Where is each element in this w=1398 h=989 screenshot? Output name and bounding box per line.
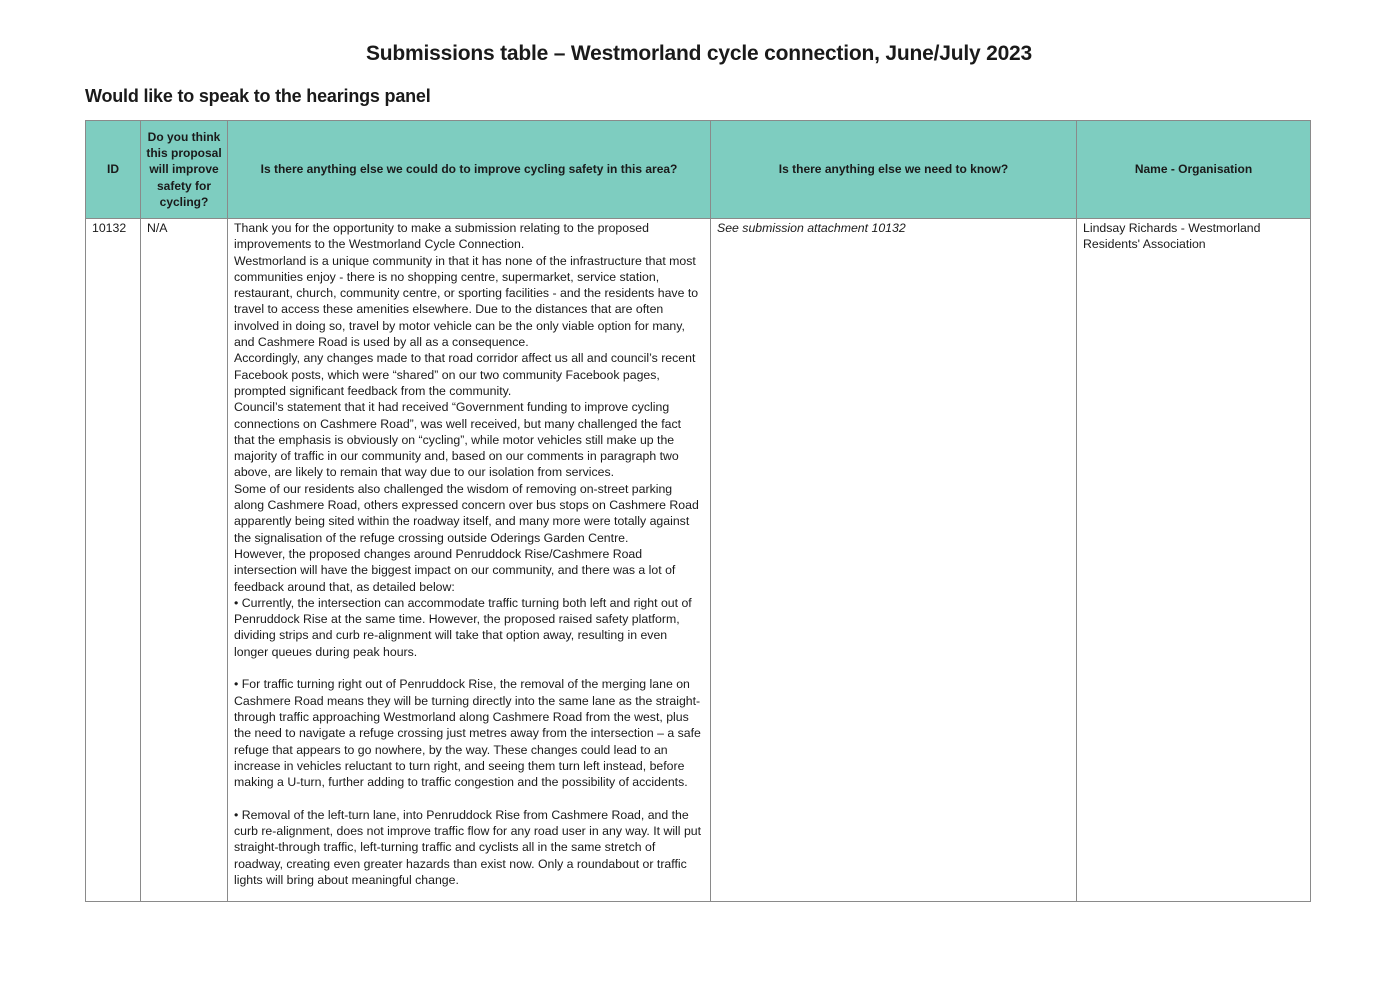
cell-improve-other	[228, 219, 711, 902]
cell-need-to-know: See submission attachment 10132	[711, 219, 1077, 902]
header-name-organisation: Name - Organisation	[1077, 121, 1311, 219]
cell-improve-safety: N/A	[141, 219, 228, 902]
paragraph: Westmorland is a unique community in that it has none of the infrastructure that most communities enjoy - there is no shopping centre, supermarket, service station, restaurant, church, community centre, or sporting facilities - and the residents have to travel to access these amenities elsewhere. Due to the distances that are often involved in doing so, travel by motor vehicle can be the only viable option for many, and Cashmere Road is used by all as a consequence.	[234, 253, 699, 350]
header-improve-other: Is there anything else we could do to improve cycling safety in this area?	[228, 121, 711, 219]
header-id: ID	[86, 121, 141, 219]
bullet-paragraph: • Currently, the intersection can accommodate traffic turning both left and right out of Penruddock Rise at the same time. However, the proposed raised safety platform, dividing strips and curb re-alignment will take that option away, resulting in even longer queues during peak hours.	[234, 595, 692, 659]
bullet-paragraph: • For traffic turning right out of Penruddock Rise, the removal of the merging lane on Cashmere Road means they will be turning directly into the same lane as the straight-through traffic approaching Westmorland along Cashmere Road from the west, plus the need to navigate a refuge crossing just metres away from the intersection – a safe refuge that appears to go nowhere, by the way. These changes could lead to an increase in vehicles reluctant to turn right, and seeing them turn left instead, before making a U-turn, further adding to traffic congestion and the possibility of accidents.	[234, 677, 701, 790]
paragraph: However, the proposed changes around Penruddock Rise/Cashmere Road intersection will have the biggest impact on our community, and there was a lot of feedback around that, as detailed below:	[234, 546, 676, 594]
cell-name-organisation: Lindsay Richards - Westmorland Residents' Association	[1077, 219, 1311, 902]
section-heading: Would like to speak to the hearings panel	[85, 86, 431, 106]
table-row	[86, 219, 1311, 902]
table-header-row	[86, 121, 1311, 219]
paragraph: Some of our residents also challenged the wisdom of removing on-street parking along Cashmere Road, others expressed concern over bus stops on Cashmere Road apparently being sited within the roadway itself, and many more were totally against the signalisation of the refuge crossing outside Oderings Garden Centre.	[234, 481, 699, 545]
paragraph: Accordingly, any changes made to that road corridor affect us all and council’s recent Facebook posts, which were “shared” on our two community Facebook pages, prompted significant feedback from the community.	[234, 351, 696, 398]
paragraph: Thank you for the opportunity to make a submission relating to the proposed improvements to the Westmorland Cycle Connection.	[234, 221, 649, 252]
cell-id: 10132	[86, 219, 141, 902]
header-need-to-know: Is there anything else we need to know?	[711, 121, 1077, 219]
header-improve-safety: Do you think this proposal will improve safety for cycling?	[141, 121, 228, 219]
paragraph: Council’s statement that it had received “Government funding to improve cycling connections on Cashmere Road”, was well received, but many challenged the fact that the emphasis is obviously on “cycling”, while motor vehicles still make up the majority of traffic in our community and, based on our comments in paragraph two above, are likely to remain that way due to our isolation from services.	[234, 400, 682, 480]
submissions-table	[85, 120, 1311, 902]
bullet-paragraph: • Removal of the left-turn lane, into Penruddock Rise from Cashmere Road, and the curb re-alignment, does not improve traffic flow for any road user in any way. It will put straight-through traffic, left-turning traffic and cyclists all in the same stretch of roadway, creating even greater hazards than exist now. Only a roundabout or traffic lights will bring about meaningful change.	[234, 807, 702, 887]
document-title: Submissions table – Westmorland cycle connection, June/July 2023	[365, 42, 1033, 65]
